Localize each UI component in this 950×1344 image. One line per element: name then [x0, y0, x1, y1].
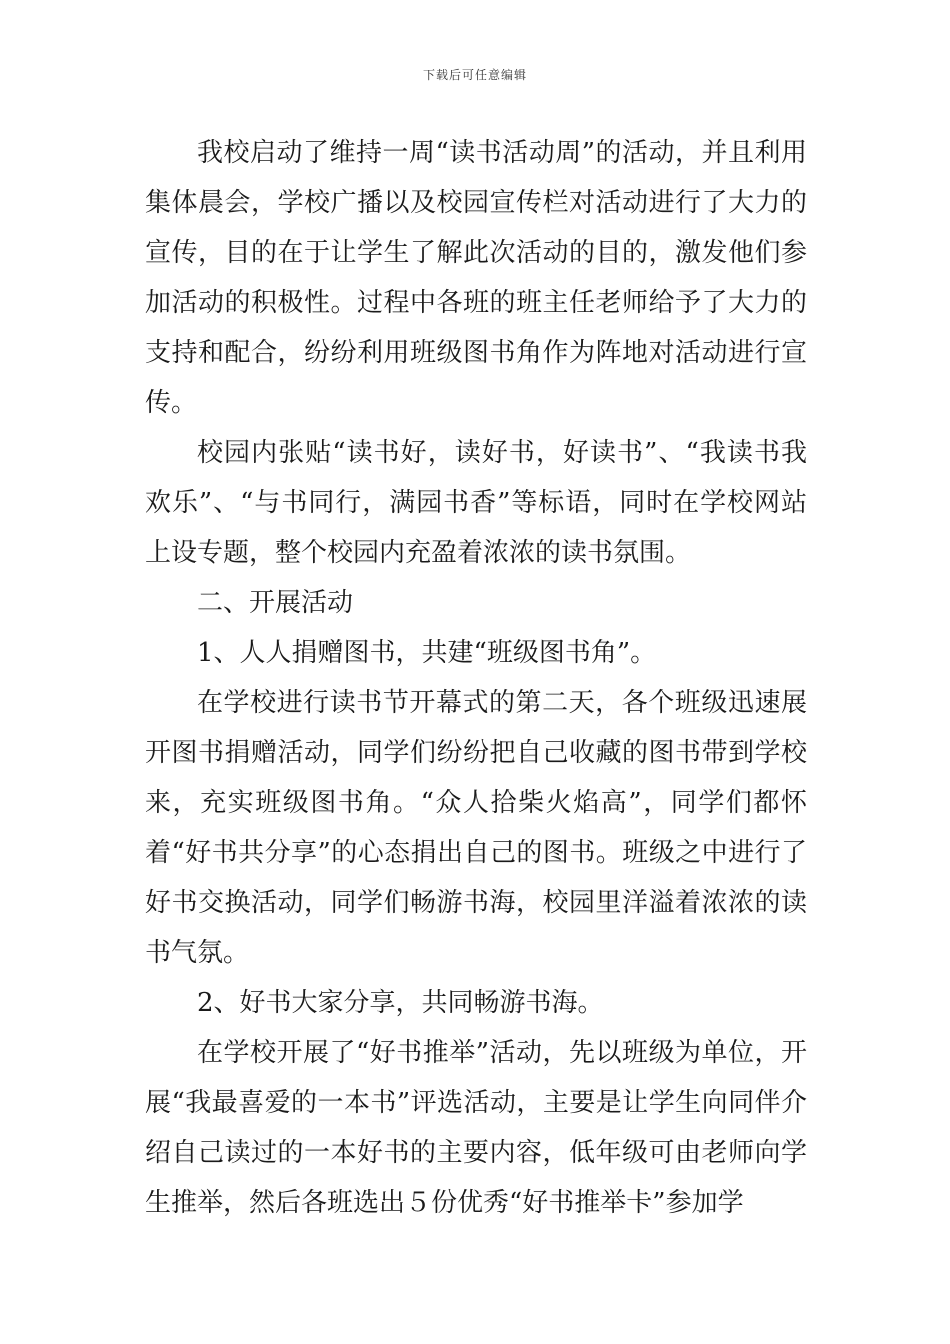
subheading-book-donation: 1、人人捐赠图书，共建“班级图书角”。 [197, 638, 657, 668]
paragraph-book-recommendation: 在学校开展了“好书推举”活动，先以班级为单位，开展“我最喜爱的一本书”评选活动，主要是让学生向同伴介绍自己读过的一本好书的主要内容，低年级可由老师向学生推举，然后各班选出５份优秀“好书推举卡”参加学 [145, 1038, 807, 1218]
page-header: 下载后可任意编辑 [422, 68, 527, 82]
paragraph-reading-week-intro: 我校启动了维持一周“读书活动周”的活动，并且利用集体晨会，学校广播以及校园宣传栏对活动进行了大力的宣传，目的在于让学生了解此次活动的目的，激发他们参加活动的积极性。过程中各班的班主任老师给予了大力的支持和配合，纷纷利用班级图书角作为阵地对活动进行宣传。 [145, 138, 807, 418]
paragraph-book-donation: 在学校进行读书节开幕式的第二天，各个班级迅速展开图书捐赠活动，同学们纷纷把自己收藏的图书带到学校来，充实班级图书角。“众人拾柴火焰高”，同学们都怀着“好书共分享”的心态捐出自己的图书。班级之中进行了好书交换活动，同学们畅游书海，校园里洋溢着浓浓的读书气氛。 [145, 688, 807, 968]
section-heading-activities: 二、开展活动 [197, 588, 354, 618]
document-body [145, 128, 807, 1228]
subheading-book-sharing: 2、好书大家分享，共同畅游书海。 [197, 988, 604, 1018]
paragraph-campus-slogans: 校园内张贴“读书好，读好书，好读书”、“我读书我欢乐”、“与书同行，满园书香”等标语，同时在学校网站上设专题，整个校园内充盈着浓浓的读书氛围。 [145, 438, 807, 568]
